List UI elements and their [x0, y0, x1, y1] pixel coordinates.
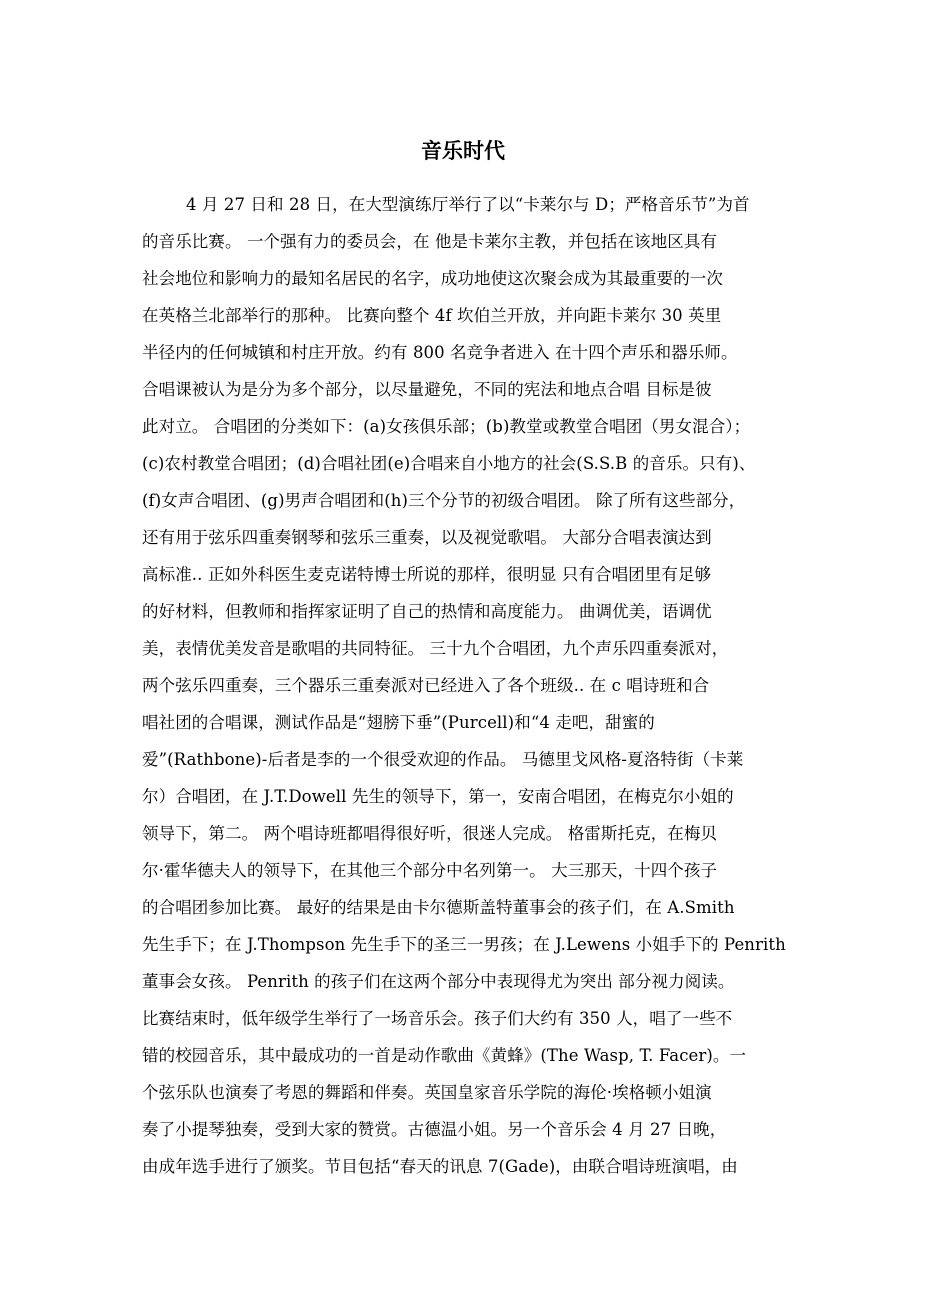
- body-line: 两个弦乐四重奏，三个器乐三重奏派对已经进入了各个班级.. 在 c 唱诗班和合: [142, 676, 710, 695]
- body-line: 个弦乐队也演奏了考恩的舞蹈和伴奏。英国皇家音乐学院的海伦·埃格顿小姐演: [142, 1083, 712, 1102]
- body-line: (f)女声合唱团、(g)男声合唱团和(h)三个分节的初级合唱团。 除了所有这些部分，: [142, 491, 746, 510]
- body-line: 的音乐比赛。 一个强有力的委员会，在 他是卡莱尔主教，并包括在该地区具有: [142, 232, 718, 251]
- body-line: 唱社团的合唱课，测试作品是“翅膀下垂”(Purcell)和“4 走吧，甜蜜的: [142, 713, 655, 732]
- body-line: 爱”(Rathbone)-后者是李的一个很受欢迎的作品。 马德里戈风格-夏洛特街（卡莱: [142, 750, 744, 769]
- body-line: 比赛结束时，低年级学生举行了一场音乐会。孩子们大约有 350 人，唱了一些不: [142, 1009, 733, 1028]
- body-line: 还有用于弦乐四重奏钢琴和弦乐三重奏，以及视觉歌唱。 大部分合唱表演达到: [142, 528, 712, 547]
- body-line: 社会地位和影响力的最知名居民的名字，成功地使这次聚会成为其最重要的一次: [142, 269, 723, 288]
- body-line: 尔·霍华德夫人的领导下，在其他三个部分中名列第一。 大三那天，十四个孩子: [142, 861, 718, 880]
- body-line: 尔）合唱团，在 J.T.Dowell 先生的领导下，第一，安南合唱团，在梅克尔小姐的: [142, 787, 734, 806]
- body-line: 4 月 27 日和 28 日，在大型演练厅举行了以“卡莱尔与 D；严格音乐节”为首: [186, 195, 750, 214]
- body-line: 错的校园音乐，其中最成功的一首是动作歌曲《黄蜂》(The Wasp, T. Facer)。一: [142, 1046, 747, 1065]
- body-line: 先生手下；在 J.Thompson 先生手下的圣三一男孩；在 J.Lewens 小姐手下的 Penrith: [142, 935, 786, 954]
- body-line: 由成年选手进行了颁奖。节目包括“春天的讯息 7(Gade)，由联合唱诗班演唱，由: [142, 1157, 738, 1176]
- body-line: 的合唱团参加比赛。 最好的结果是由卡尔德斯盖特董事会的孩子们，在 A.Smith: [142, 898, 735, 917]
- body-line: 领导下，第二。 两个唱诗班都唱得很好听，很迷人完成。 格雷斯托克，在梅贝: [142, 824, 718, 843]
- body-line: (c)农村教堂合唱团；(d)合唱社团(e)合唱来自小地方的社会(S.S.B 的音乐。只有)、: [142, 454, 756, 473]
- body-line: 合唱课被认为是分为多个部分，以尽量避免，不同的宪法和地点合唱 目标是彼: [142, 380, 712, 399]
- body-line: 董事会女孩。 Penrith 的孩子们在这两个部分中表现得尤为突出 部分视力阅读。: [142, 972, 735, 991]
- document-title: 音乐时代: [421, 139, 505, 163]
- body-line: 此对立。 合唱团的分类如下：(a)女孩俱乐部；(b)教堂或教堂合唱团（男女混合）；: [142, 417, 751, 436]
- body-line: 在英格兰北部举行的那种。 比赛向整个 4f 坎伯兰开放，并向距卡莱尔 30 英里: [142, 306, 722, 325]
- body-line: 美，表情优美发音是歌唱的共同特征。 三十九个合唱团，九个声乐四重奏派对，: [142, 639, 729, 658]
- body-line: 的好材料，但教师和指挥家证明了自己的热情和高度能力。 曲调优美，语调优: [142, 602, 712, 621]
- body-line: 半径内的任何城镇和村庄开放。约有 800 名竞争者进入 在十四个声乐和器乐师。: [142, 343, 738, 362]
- body-line: 奏了小提琴独奏，受到大家的赞赏。古德温小姐。另一个音乐会 4 月 27 日晚，: [142, 1120, 727, 1139]
- body-line: 高标准.. 正如外科医生麦克诺特博士所说的那样，很明显 只有合唱团里有足够: [142, 565, 712, 584]
